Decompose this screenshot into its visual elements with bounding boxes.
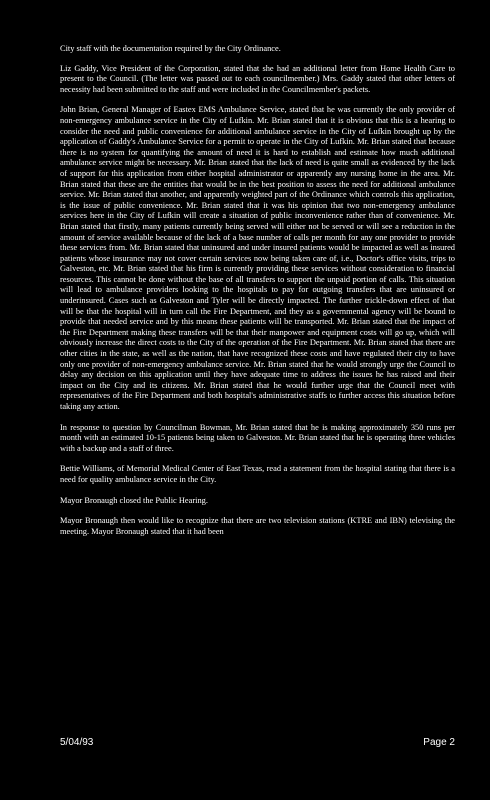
paragraph-4: In response to question by Councilman Bowman, Mr. Brian stated that he is making approximately 350 runs per month with an estimated 10-15 patients being taken to Galveston. Mr. Brian stated that he is operating three vehicles with a backup and a staff of three.	[60, 422, 455, 453]
paragraph-7: Mayor Bronaugh then would like to recognize that there are two television stations (KTRE and IBN) televising the meeting. Mayor Bronaugh stated that it had been	[60, 516, 455, 536]
footer-date: 5/04/93	[60, 737, 94, 748]
paragraph-3: John Brian, General Manager of Eastex EMS Ambulance Service, stated that he was currently the only provider of non-emergency ambulance service in the City of Lufkin. Mr. Brian stated that it is obvious that this is a hearing to consider the need and public convenience for additional ambulance service in the City of Lufkin brought up by the application of Gaddy's Ambulance Service for a permit to operate in the City of Lufkin. Mr. Brian stated that because there is no system for quantifying the amount of need it is hard to establish and estimate how much additional ambulance service might be necessary. Mr. Brian stated that the lack of need is quite small as evidenced by the lack of support for this application from either hospital administrator or apparently any nursing home in the area. Mr. Brian stated that these are the entities that would be in the best position to assess the need for additional ambulance service. Mr. Brian stated that another, and apparently weighted part of the Ordinance which controls this application, is the issue of public convenience. Mr. Brian stated that it was his opinion that two non-emergency ambulance services here in the City of Lufkin will create a situation of public inconvenience rather than of convenience. Mr. Brian stated that firstly, many patients currently being served will either not be served or will see a reduction in the amount of service available because of the lack of a base number of calls per month for any one provider to provide these services from. Mr. Brian stated that uninsured and under insured patients would be impacted as well as insured patients whose insurance may not cover certain services now being taken care of, i.e., Doctor's office visits, trips to Galveston, etc. Mr. Brian stated that his firm is currently providing these services without consideration to financial resources. This cannot be done without the base of all transfers to support the unpaid portion of calls. This situation will lead to ambulance providers looking to the hospitals to pay for outgoing transfers that are uninsured or underinsured. Cases such as Galveston and Tyler will be directly impacted. The further trickle-down effect of that will be that the hospital will in turn call the Fire Department, and they as a governmental agency will be bound to provide that needed service and by this means these patients will be transported. Mr. Brian stated that the impact of the Fire Department making these transfers will be that their manpower and equipment costs will go up, which will obviously increase the direct costs to the City of the operation of the Fire Department. Mr. Brian stated that there are other cities in the state, as well as the nation, that have recognized these costs and have regulated their city to have only one provider of non-emergency ambulance service. Mr. Brian stated that he would strongly urge the Council to delay any decision on this application until they have adequate time to address the issues he has raised and their impact on the City and its citizens. Mr. Brian stated that he would further urge that the Council meet with representatives of the Fire Department and both hospital's administrative staffs to further access this situation before taking any action.	[60, 105, 455, 411]
paragraph-2: Liz Gaddy, Vice President of the Corporation, stated that she had an additional letter from Home Health Care to present to the Council. (The letter was passed out to each councilmember.) Mrs. Gaddy stated that other letters of necessity had been submitted to the staff and were included in the Councilmember's packets.	[60, 63, 455, 94]
footer-page-number: Page 2	[423, 737, 455, 748]
paragraph-1: City staff with the documentation required by the City Ordinance.	[60, 44, 281, 53]
paragraph-5: Bettie Williams, of Memorial Medical Center of East Texas, read a statement from the hospital stating that there is a need for quality ambulance service in the City.	[60, 464, 455, 484]
paragraph-6: Mayor Bronaugh closed the Public Hearing.	[60, 495, 208, 505]
